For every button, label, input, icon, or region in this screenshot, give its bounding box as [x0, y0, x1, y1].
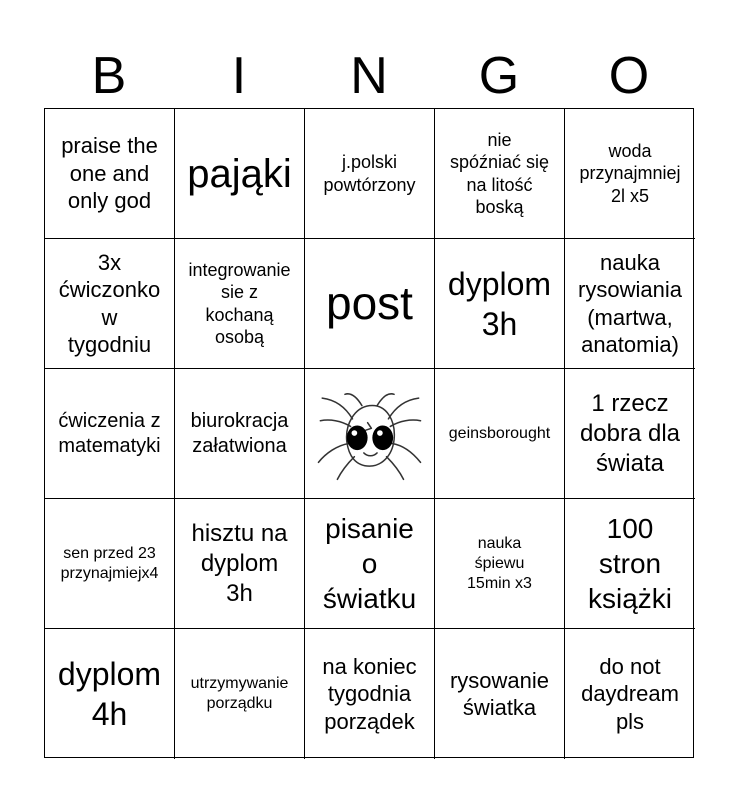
bingo-cell[interactable]	[435, 239, 565, 369]
cell-text: 1 rzecz dobra dla świata	[579, 389, 681, 477]
bingo-cell[interactable]	[305, 109, 435, 239]
cell-text: 100 stron książki	[587, 513, 672, 614]
header-letter-n: N	[350, 47, 388, 105]
bingo-cell[interactable]	[175, 499, 305, 629]
bingo-cell[interactable]	[435, 499, 565, 629]
header-letter-i: I	[231, 47, 247, 105]
bingo-cell[interactable]	[175, 629, 305, 759]
bingo-cell[interactable]	[435, 629, 565, 759]
cell-text: do not daydream pls	[581, 653, 679, 734]
bingo-grid	[44, 108, 694, 758]
bingo-cell[interactable]	[435, 369, 565, 499]
cell-text: pająki	[187, 151, 292, 196]
cell-text: post	[326, 276, 413, 329]
bingo-cell[interactable]	[175, 109, 305, 239]
cell-text: dyplom 4h	[57, 656, 162, 732]
bingo-header	[44, 44, 694, 108]
cell-text: ćwiczenia z matematyki	[58, 409, 161, 457]
header-letter-g: G	[478, 47, 520, 105]
bingo-cell[interactable]	[305, 239, 435, 369]
cell-text: na koniec tygodnia porządek	[322, 653, 417, 734]
cell-text: nie spóźniać się na litość boską	[449, 129, 550, 217]
cell-text: nauka rysowiania (martwa, anatomia)	[578, 249, 682, 357]
cell-text: integrowanie sie z kochaną osobą	[188, 259, 291, 347]
bingo-cell[interactable]	[565, 239, 695, 369]
bingo-cell[interactable]	[565, 109, 695, 239]
spider-drawing-icon	[309, 384, 430, 484]
cell-text: woda przynajmniej 2l x5	[579, 140, 681, 206]
cell-text: nauka śpiewu 15min x3	[467, 534, 532, 592]
cell-text: 3x ćwiczonko w tygodniu	[58, 249, 161, 357]
bingo-cell[interactable]	[435, 109, 565, 239]
header-letter-b: B	[91, 47, 127, 105]
cell-text: pisanie o światku	[322, 513, 417, 614]
bingo-cell[interactable]	[45, 109, 175, 239]
bingo-cell[interactable]	[175, 239, 305, 369]
cell-text: rysowanie światka	[449, 667, 550, 720]
cell-text: sen przed 23 przynajmiejx4	[60, 544, 159, 582]
cell-text: geinsborought	[448, 424, 551, 442]
cell-text: dyplom 3h	[447, 265, 552, 342]
cell-text: praise the one and only god	[61, 133, 158, 214]
bingo-cell[interactable]	[305, 499, 435, 629]
bingo-cell[interactable]	[45, 239, 175, 369]
cell-text: biurokracja załatwiona	[190, 409, 289, 457]
bingo-cell[interactable]	[175, 369, 305, 499]
bingo-cell[interactable]	[45, 499, 175, 629]
header-letter-o: O	[608, 47, 650, 105]
free-space[interactable]	[305, 369, 435, 499]
cell-text: j.polski powtórzony	[323, 152, 416, 195]
bingo-cell[interactable]	[45, 369, 175, 499]
bingo-cell[interactable]	[565, 499, 695, 629]
bingo-cell[interactable]	[565, 369, 695, 499]
bingo-cell[interactable]	[305, 629, 435, 759]
cell-text: hisztu na dyplom 3h	[191, 519, 288, 607]
bingo-cell[interactable]	[565, 629, 695, 759]
cell-text: utrzymywanie porządku	[190, 675, 289, 712]
bingo-cell[interactable]	[45, 629, 175, 759]
